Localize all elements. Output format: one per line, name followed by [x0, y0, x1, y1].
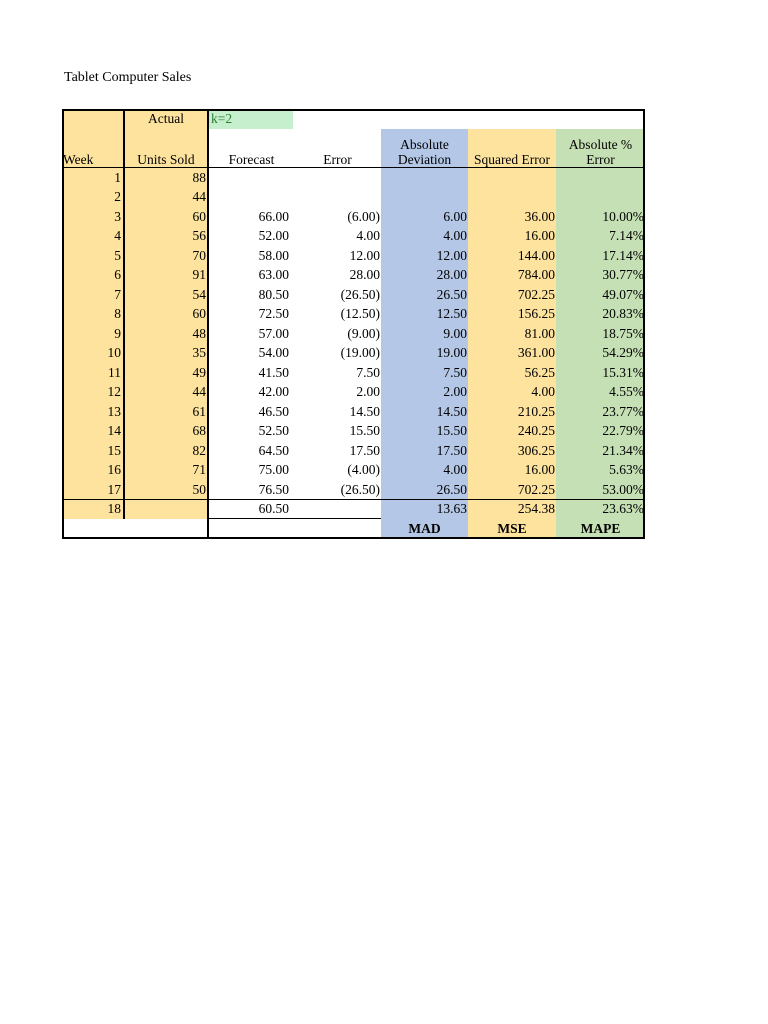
- forecast-cell[interactable]: 63.00: [207, 265, 294, 285]
- week-cell[interactable]: 6: [62, 265, 123, 285]
- error-cell[interactable]: [294, 168, 381, 188]
- week-cell[interactable]: 15: [62, 441, 123, 461]
- absolute-deviation-cell[interactable]: 19.00: [381, 343, 468, 363]
- week-cell[interactable]: 5: [62, 246, 123, 266]
- error-cell[interactable]: 4.00: [356, 228, 380, 243]
- absolute-pct-error-cell[interactable]: [556, 187, 645, 207]
- forecast-bottom-divider: [207, 518, 381, 519]
- absolute-deviation-cell[interactable]: 14.50: [381, 402, 468, 422]
- header-week-label: Week: [63, 151, 94, 167]
- absolute-deviation-cell[interactable]: 26.50: [381, 480, 468, 500]
- error-cell[interactable]: 28.00: [349, 267, 380, 282]
- squared-error-cell[interactable]: 56.25: [468, 363, 556, 383]
- absolute-pct-error-cell[interactable]: 22.79%: [556, 421, 645, 441]
- absolute-pct-error-cell[interactable]: [556, 168, 645, 188]
- error-cell[interactable]: (19.00): [340, 345, 380, 360]
- week-cell[interactable]: 1: [62, 168, 123, 188]
- squared-error-cell[interactable]: 240.25: [468, 421, 556, 441]
- error-cell[interactable]: 2.00: [356, 384, 380, 399]
- next-error-cell[interactable]: [294, 499, 381, 519]
- forecast-cell[interactable]: 64.50: [207, 441, 294, 461]
- header-abs-pct-line2: Error: [586, 151, 615, 167]
- squared-error-cell[interactable]: 16.00: [468, 226, 556, 246]
- forecast-cell[interactable]: 72.50: [207, 304, 294, 324]
- absolute-pct-error-cell[interactable]: 7.14%: [556, 226, 645, 246]
- week-cell[interactable]: 11: [62, 363, 123, 383]
- squared-error-cell[interactable]: [468, 168, 556, 188]
- absolute-deviation-cell[interactable]: 9.00: [381, 324, 468, 344]
- error-cell[interactable]: (9.00): [347, 325, 380, 341]
- k-parameter-cell[interactable]: k=2: [207, 109, 293, 129]
- units-sold-cell[interactable]: 56: [123, 226, 207, 246]
- absolute-deviation-cell[interactable]: 4.00: [381, 460, 468, 480]
- forecast-cell[interactable]: 41.50: [207, 363, 294, 383]
- error-cell[interactable]: 7.50: [356, 364, 380, 380]
- forecast-cell[interactable]: 80.50: [207, 285, 294, 305]
- header-abs-dev-line2: Deviation: [397, 151, 452, 167]
- forecast-cell[interactable]: [207, 168, 294, 188]
- header-abs-dev-line1: Absolute: [400, 136, 449, 152]
- squared-error-cell[interactable]: [468, 187, 556, 207]
- units-sold-cell[interactable]: 88: [123, 168, 207, 188]
- absolute-deviation-cell[interactable]: 2.00: [381, 382, 468, 402]
- absolute-deviation-cell[interactable]: [381, 168, 468, 188]
- mad-value-cell[interactable]: 13.63: [381, 499, 468, 519]
- error-cell[interactable]: (12.50): [340, 306, 380, 321]
- next-week-cell[interactable]: 18: [62, 499, 123, 519]
- error-cell[interactable]: 15.50: [349, 423, 380, 438]
- week-cell[interactable]: 3: [62, 207, 123, 227]
- header-abs-pct-line1: Absolute %: [568, 136, 633, 152]
- week-cell[interactable]: 7: [62, 285, 123, 305]
- blank-forecast-cell[interactable]: [207, 519, 294, 539]
- header-absolute-pct-error[interactable]: [556, 129, 645, 168]
- absolute-pct-error-cell[interactable]: 5.63%: [556, 460, 645, 480]
- squared-error-cell[interactable]: 784.00: [468, 265, 556, 285]
- absolute-deviation-cell[interactable]: 6.00: [381, 207, 468, 227]
- week-cell[interactable]: 16: [62, 460, 123, 480]
- mad-label[interactable]: MAD: [381, 519, 468, 539]
- mse-label[interactable]: MSE: [468, 519, 556, 539]
- header-week[interactable]: [62, 129, 123, 168]
- absolute-pct-error-cell[interactable]: 21.34%: [556, 441, 645, 461]
- units-sold-cell[interactable]: 50: [123, 480, 207, 500]
- error-cell[interactable]: [294, 187, 381, 207]
- error-cell[interactable]: (6.00): [347, 208, 380, 224]
- absolute-deviation-cell[interactable]: 4.00: [381, 226, 468, 246]
- week-cell[interactable]: 2: [62, 187, 123, 207]
- absolute-pct-error-cell[interactable]: 18.75%: [556, 324, 645, 344]
- header-units-sold-label: Units Sold: [137, 151, 195, 167]
- squared-error-cell[interactable]: 210.25: [468, 402, 556, 422]
- week-cell[interactable]: 9: [62, 324, 123, 344]
- squared-error-cell[interactable]: 361.00: [468, 343, 556, 363]
- squared-error-cell[interactable]: 36.00: [468, 207, 556, 227]
- totals-divider: [62, 499, 645, 500]
- blank-week-cell[interactable]: [62, 519, 123, 539]
- header-forecast[interactable]: [207, 129, 294, 168]
- blank-error-cell[interactable]: [294, 519, 381, 539]
- absolute-pct-error-cell[interactable]: 15.31%: [556, 363, 645, 383]
- absolute-pct-error-cell[interactable]: 23.77%: [556, 402, 645, 422]
- units-sold-cell[interactable]: 91: [123, 265, 207, 285]
- forecast-cell[interactable]: 52.00: [207, 226, 294, 246]
- absolute-pct-error-cell[interactable]: 4.55%: [556, 382, 645, 402]
- blank-units-cell[interactable]: [123, 519, 207, 539]
- forecast-cell[interactable]: 52.50: [207, 421, 294, 441]
- header-week-blank[interactable]: [62, 109, 123, 129]
- squared-error-cell[interactable]: 4.00: [468, 382, 556, 402]
- header-squared-error-label: Squared Error: [473, 151, 551, 167]
- week-cell[interactable]: 4: [62, 226, 123, 246]
- header-absolute-deviation[interactable]: [381, 129, 468, 168]
- absolute-pct-error-cell[interactable]: 20.83%: [556, 304, 645, 324]
- week-cell[interactable]: 14: [62, 421, 123, 441]
- error-cell[interactable]: 12.00: [349, 247, 380, 263]
- forecast-cell[interactable]: 76.50: [207, 480, 294, 500]
- units-sold-cell[interactable]: 60: [123, 207, 207, 227]
- header-forecast-label: Forecast: [228, 151, 275, 167]
- week-cell[interactable]: 13: [62, 402, 123, 422]
- header-error-label: Error: [323, 151, 352, 167]
- units-sold-cell[interactable]: 44: [123, 187, 207, 207]
- absolute-pct-error-cell[interactable]: 53.00%: [556, 480, 645, 500]
- error-cell[interactable]: (4.00): [347, 462, 380, 477]
- mse-value-cell[interactable]: 254.38: [468, 499, 556, 519]
- forecast-cell[interactable]: [207, 187, 294, 207]
- next-forecast-cell[interactable]: 60.50: [207, 499, 294, 519]
- forecast-cell[interactable]: 54.00: [207, 343, 294, 363]
- sheet-title: Tablet Computer Sales: [64, 70, 192, 85]
- absolute-pct-error-cell[interactable]: 30.77%: [556, 265, 645, 285]
- squared-error-cell[interactable]: 702.25: [468, 480, 556, 500]
- week-cell[interactable]: 10: [62, 343, 123, 363]
- header-units-sold[interactable]: [123, 129, 207, 168]
- forecast-cell[interactable]: 66.00: [207, 207, 294, 227]
- forecast-cell[interactable]: 58.00: [207, 246, 294, 266]
- squared-error-cell[interactable]: 81.00: [468, 324, 556, 344]
- header-squared-error[interactable]: [468, 129, 556, 168]
- mape-label[interactable]: MAPE: [556, 519, 645, 539]
- squared-error-cell[interactable]: 702.25: [468, 285, 556, 305]
- squared-error-cell[interactable]: 156.25: [468, 304, 556, 324]
- units-sold-cell[interactable]: 70: [123, 246, 207, 266]
- units-sold-cell[interactable]: 71: [123, 460, 207, 480]
- squared-error-cell[interactable]: 144.00: [468, 246, 556, 266]
- forecast-cell[interactable]: 75.00: [207, 460, 294, 480]
- absolute-deviation-cell[interactable]: 28.00: [381, 265, 468, 285]
- squared-error-cell[interactable]: 16.00: [468, 460, 556, 480]
- absolute-pct-error-cell[interactable]: 10.00%: [556, 207, 645, 227]
- units-sold-cell[interactable]: 60: [123, 304, 207, 324]
- absolute-deviation-cell[interactable]: 15.50: [381, 421, 468, 441]
- next-units-cell[interactable]: [123, 499, 207, 519]
- squared-error-cell[interactable]: 306.25: [468, 441, 556, 461]
- absolute-deviation-cell[interactable]: 26.50: [381, 285, 468, 305]
- absolute-pct-error-cell[interactable]: 54.29%: [556, 343, 645, 363]
- absolute-pct-error-cell[interactable]: 49.07%: [556, 285, 645, 305]
- error-cell[interactable]: 14.50: [349, 403, 380, 419]
- header-error[interactable]: [294, 129, 381, 168]
- units-sold-cell[interactable]: 48: [123, 324, 207, 344]
- header-actual[interactable]: Actual: [123, 109, 207, 129]
- header-divider: [62, 167, 645, 168]
- error-cell[interactable]: (26.50): [340, 286, 380, 302]
- units-sold-cell[interactable]: 82: [123, 441, 207, 461]
- week-cell[interactable]: 17: [62, 480, 123, 500]
- forecast-cell[interactable]: 42.00: [207, 382, 294, 402]
- forecast-cell[interactable]: 46.50: [207, 402, 294, 422]
- units-sold-cell[interactable]: 35: [123, 343, 207, 363]
- units-sold-cell[interactable]: 49: [123, 363, 207, 383]
- absolute-deviation-cell[interactable]: [381, 187, 468, 207]
- week-cell[interactable]: 8: [62, 304, 123, 324]
- absolute-deviation-cell[interactable]: 7.50: [381, 363, 468, 383]
- absolute-deviation-cell[interactable]: 12.50: [381, 304, 468, 324]
- units-sold-cell[interactable]: 44: [123, 382, 207, 402]
- mape-value-cell[interactable]: 23.63%: [556, 499, 645, 519]
- units-sold-cell[interactable]: 61: [123, 402, 207, 422]
- error-cell[interactable]: 17.50: [349, 442, 380, 458]
- absolute-deviation-cell[interactable]: 17.50: [381, 441, 468, 461]
- week-cell[interactable]: 12: [62, 382, 123, 402]
- forecast-cell[interactable]: 57.00: [207, 324, 294, 344]
- error-cell[interactable]: (26.50): [340, 481, 380, 497]
- units-sold-cell[interactable]: 68: [123, 421, 207, 441]
- units-sold-cell[interactable]: 54: [123, 285, 207, 305]
- absolute-deviation-cell[interactable]: 12.00: [381, 246, 468, 266]
- absolute-pct-error-cell[interactable]: 17.14%: [556, 246, 645, 266]
